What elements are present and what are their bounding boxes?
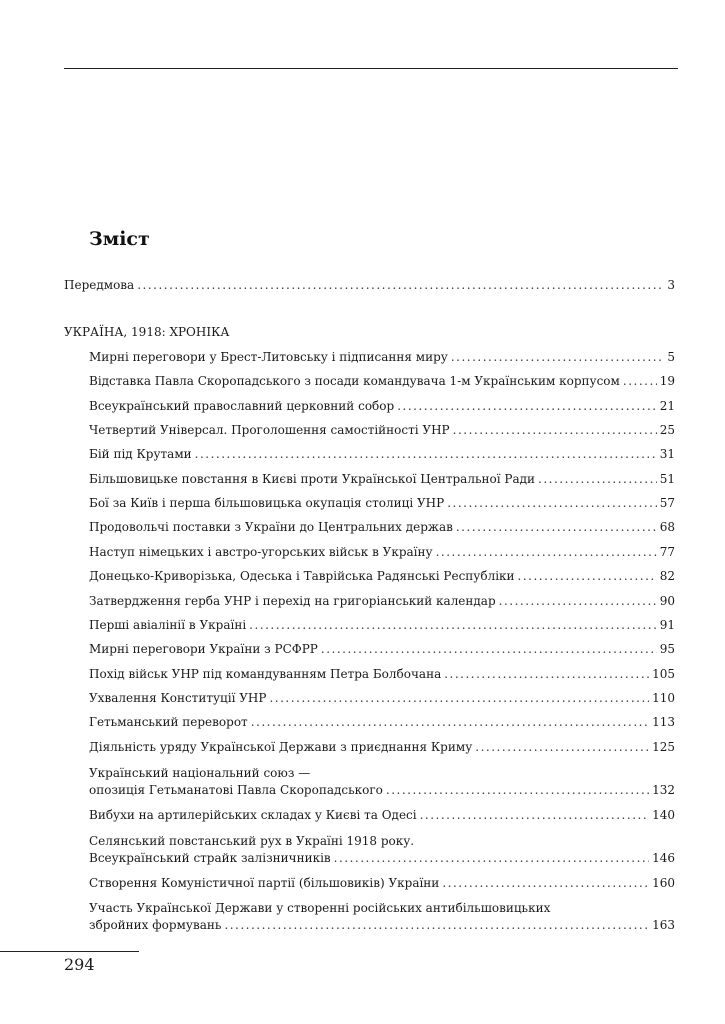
toc-leader-dots — [447, 495, 657, 511]
toc-entry-title: Продовольчі поставки з України до Центральних держав — [89, 520, 453, 534]
toc-leader-dots — [386, 782, 649, 798]
toc-entry-preface — [64, 277, 675, 293]
toc-entry-page: 91 — [659, 618, 675, 632]
toc-leader-dots — [623, 373, 657, 389]
toc-entry-page: 140 — [652, 808, 675, 822]
header-rule — [64, 68, 678, 69]
toc-entry-page: 95 — [659, 642, 675, 656]
toc-entry-page: 160 — [652, 876, 675, 890]
toc-entry — [89, 917, 675, 933]
toc-entry-page: 113 — [652, 715, 675, 729]
toc-entry-title: Мирні переговори України з РСФРР — [89, 642, 318, 656]
toc-entry-page: 146 — [652, 851, 675, 865]
toc-entry-title-line1: Український національний союз — — [89, 766, 311, 780]
toc-entry-page: 90 — [659, 594, 675, 608]
toc-entry-title-line1: Селянський повстанський рух в Україні 1918 року. — [89, 834, 415, 848]
footer-rule — [0, 951, 139, 952]
toc-entry — [89, 422, 675, 438]
toc-entry-page: 163 — [652, 918, 675, 932]
toc-entry — [89, 593, 675, 609]
toc-leader-dots — [195, 446, 657, 462]
toc-entry-title: Похід військ УНР під командуванням Петра Болбочана — [89, 667, 442, 681]
toc-entry — [89, 850, 675, 866]
toc-entry — [89, 519, 675, 535]
toc-entry — [89, 666, 675, 682]
toc-entry — [89, 714, 675, 730]
toc-leader-dots — [321, 641, 657, 657]
toc-entry — [89, 373, 675, 389]
toc-entry-title: Четвертий Універсал. Проголошення самостійності УНР — [89, 423, 450, 437]
toc-entry-page: 57 — [659, 496, 675, 510]
toc-entry — [89, 495, 675, 511]
toc-entry-title: Діяльність уряду Української Держави з приєднання Криму — [89, 740, 473, 754]
toc-entry-page: 21 — [659, 399, 675, 413]
toc-entry — [89, 782, 675, 798]
toc-leader-dots — [538, 471, 657, 487]
toc-entry-title: Вибухи на артилерійських складах у Києві та Одесі — [89, 808, 417, 822]
toc-title: Зміст — [89, 228, 150, 250]
toc-entry-title: Бій під Крутами — [89, 447, 192, 461]
toc-entry — [89, 544, 675, 560]
toc-entry-title-line1: Участь Української Держави у створенні російських антибільшовицьких — [89, 901, 551, 915]
toc-entry-title: Гетьманський переворот — [89, 715, 248, 729]
toc-leader-dots — [451, 349, 665, 365]
toc-entry-title: Наступ німецьких і австро-угорських військ в Україну — [89, 545, 433, 559]
toc-entry-page: 19 — [659, 374, 675, 388]
toc-leader-dots — [518, 568, 657, 584]
toc-leader-dots — [475, 739, 649, 755]
toc-entry-title: Мирні переговори у Брест-Литовську і підписання миру — [89, 350, 448, 364]
toc-entry-page: 110 — [652, 691, 675, 705]
toc-entry — [89, 349, 675, 365]
toc-leader-dots — [334, 850, 649, 866]
toc-leader-dots — [444, 666, 649, 682]
toc-entry-title: Бої за Київ і перша більшовицька окупація столиці УНР — [89, 496, 445, 510]
toc-entry-page: 51 — [659, 472, 675, 486]
toc-entry — [89, 739, 675, 755]
toc-entry-title: Ухвалення Конституції УНР — [89, 691, 267, 705]
toc-entry-title: Створення Комуністичної партії (більшовиків) України — [89, 876, 440, 890]
toc-entry-page: 68 — [659, 520, 675, 534]
toc-leader-dots — [436, 544, 657, 560]
toc-entry-page: 31 — [659, 447, 675, 461]
toc-entry — [89, 807, 675, 823]
toc-entry — [89, 617, 675, 633]
toc-leader-dots — [251, 714, 649, 730]
toc-entry-title: збройних формувань — [89, 918, 222, 932]
toc-entry-page: 105 — [652, 667, 675, 681]
toc-entry — [89, 641, 675, 657]
toc-entry-page: 77 — [659, 545, 675, 559]
toc-entry — [89, 568, 675, 584]
toc-entry-title: опозиція Гетьманатові Павла Скоропадського — [89, 783, 383, 797]
toc-entry-page: 25 — [659, 423, 675, 437]
toc-leader-dots — [453, 422, 657, 438]
toc-leader-dots — [442, 875, 649, 891]
toc-entry-title: Затвердження герба УНР і перехід на григоріанський календар — [89, 594, 496, 608]
toc-entry-page: 125 — [652, 740, 675, 754]
section-heading: УКРАЇНА, 1918: ХРОНІКА — [64, 325, 230, 339]
toc-leader-dots — [397, 398, 657, 414]
toc-entry-page: 82 — [659, 569, 675, 583]
toc-leader-dots — [269, 690, 649, 706]
toc-entry — [89, 471, 675, 487]
toc-leader-dots — [456, 519, 657, 535]
toc-entry-title: Всеукраїнський православний церковний собор — [89, 399, 395, 413]
toc-entry-title: Всеукраїнський страйк залізничників — [89, 851, 331, 865]
toc-leader-dots — [137, 277, 664, 293]
toc-leader-dots — [420, 807, 649, 823]
toc-entry-title: Більшовицьке повстання в Києві проти Української Центральної Ради — [89, 472, 535, 486]
page-number: 294 — [64, 955, 95, 974]
toc-entry-title: Відставка Павла Скоропадського з посади командувача 1-м Українським корпусом — [89, 374, 620, 388]
toc-leader-dots — [224, 917, 649, 933]
toc-leader-dots — [249, 617, 657, 633]
toc-entry-page: 3 — [667, 278, 675, 292]
toc-entry-page: 5 — [667, 350, 675, 364]
toc-entry — [89, 446, 675, 462]
toc-entry — [89, 398, 675, 414]
toc-entry-title: Перші авіалінії в Україні — [89, 618, 247, 632]
toc-leader-dots — [499, 593, 657, 609]
toc-entry — [89, 690, 675, 706]
toc-entry-page: 132 — [652, 783, 675, 797]
toc-entry — [89, 875, 675, 891]
toc-entry-title: Донецько-Криворізька, Одеська і Таврійська Радянські Республіки — [89, 569, 515, 583]
toc-entry-title: Передмова — [64, 278, 135, 292]
